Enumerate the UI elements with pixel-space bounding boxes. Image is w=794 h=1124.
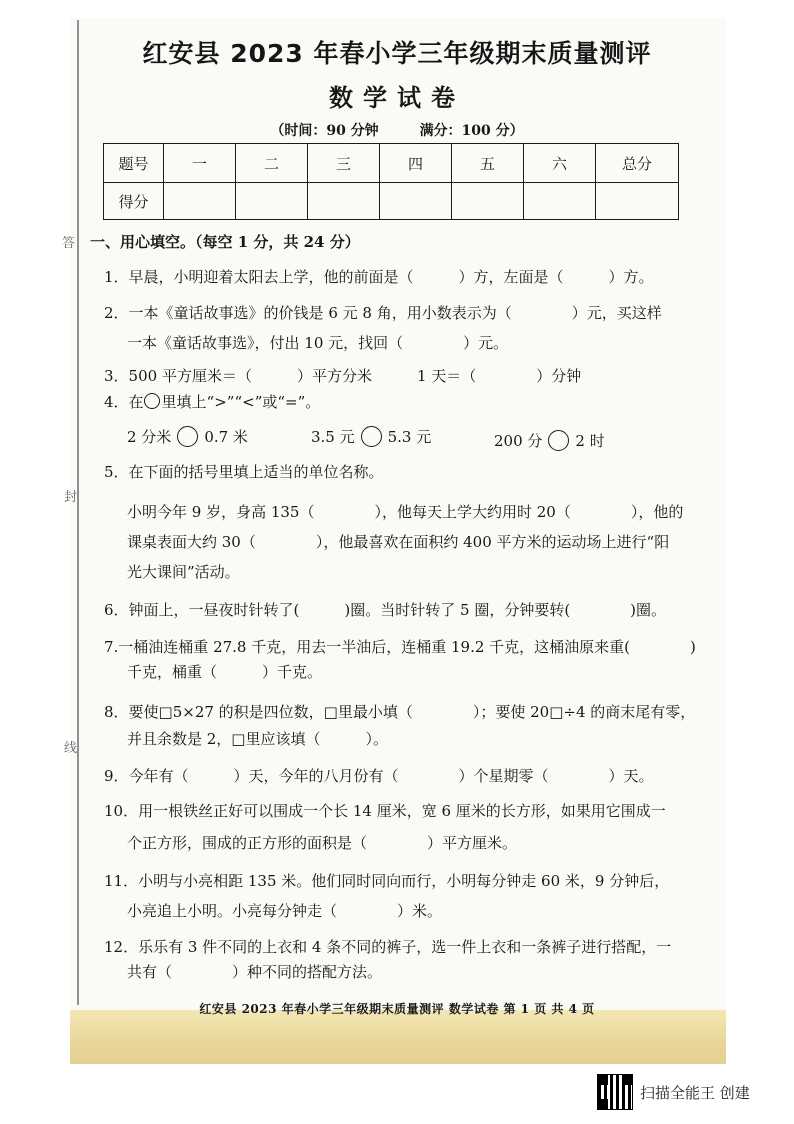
score-row-label: 得分 <box>104 183 164 220</box>
score-table-header-row <box>104 144 679 183</box>
score-header-cell: 六 <box>524 144 596 183</box>
question-12-line-2: 共有（ ）种不同的搭配方法。 <box>127 963 383 981</box>
score-cell[interactable] <box>452 183 524 220</box>
question-10-line-1: 10．用一根铁丝正好可以围成一个长 14 厘米，宽 6 厘米的长方形，如果用它围成一 <box>104 802 666 820</box>
exam-time: （时间：90 分钟 <box>270 123 379 139</box>
score-table <box>103 143 679 220</box>
score-cell[interactable] <box>308 183 380 220</box>
compare-circle-1[interactable] <box>177 426 198 447</box>
question-5-line-2: 课桌表面大约 30（ ），他最喜欢在面积约 400 平方米的运动场上进行“阳 <box>127 533 670 551</box>
section-1-title: 一、用心填空。（每空 1 分，共 24 分） <box>90 233 360 251</box>
page-footer: 红安县 2023 年春小学三年级期末质量测评 数学试卷 第 1 页 共 4 页 <box>199 1002 595 1016</box>
margin-char-answer: 答 <box>62 236 76 251</box>
scanner-watermark: 扫描全能王 创建 <box>640 1084 750 1102</box>
scan-edge-band <box>70 1010 726 1064</box>
score-cell[interactable] <box>236 183 308 220</box>
score-table-score-row <box>104 183 679 220</box>
question-5-line-3: 光大课间”活动。 <box>127 563 240 581</box>
question-6: 6．钟面上，一昼夜时针转了( )圈。当时针转了 5 圈，分钟要转( )圈。 <box>104 601 667 619</box>
score-cell[interactable] <box>524 183 596 220</box>
score-cell[interactable] <box>164 183 236 220</box>
question-10-line-2: 个正方形，围成的正方形的面积是（ ）平方厘米。 <box>127 834 518 852</box>
compare-circle-2[interactable] <box>361 426 382 447</box>
binding-line <box>77 20 79 1005</box>
exam-info <box>0 120 794 140</box>
question-4-text: 里填上“>”“<”或“=”。 <box>161 393 321 411</box>
question-11-line-1: 11．小明与小亮相距 135 米。他们同时同向而行，小明每分钟走 60 米，9 分钟后， <box>104 872 670 890</box>
score-header-cell: 四 <box>380 144 452 183</box>
score-header-cell: 总分 <box>596 144 679 183</box>
question-7-line-1: 7.一桶油连桶重 27.8 千克，用去一半油后，连桶重 19.2 千克，这桶油原来重( ) <box>104 638 696 656</box>
question-4-item-3 <box>494 430 605 451</box>
question-11-line-2: 小亮追上小明。小亮每分钟走（ ）米。 <box>127 902 443 920</box>
qr-code-icon <box>597 1074 633 1110</box>
question-5: 5．在下面的括号里填上适当的单位名称。 <box>104 463 384 481</box>
exam-full-score: 满分：100 分） <box>419 123 524 139</box>
question-7-line-2: 千克，桶重（ ）千克。 <box>127 663 323 681</box>
score-header-cell: 五 <box>452 144 524 183</box>
margin-char-line: 线 <box>64 741 78 756</box>
exam-title: 红安县 2023 年春小学三年级期末质量测评 <box>142 39 652 68</box>
question-3: 3．500 平方厘米＝（ ）平方分米 1 天＝（ ）分钟 <box>104 367 582 385</box>
score-header-cell: 三 <box>308 144 380 183</box>
question-9: 9．今年有（ ）天，今年的八月份有（ ）个星期零（ ）天。 <box>104 767 654 785</box>
compare-right: 2 时 <box>575 432 605 450</box>
question-8-line-1: 8．要使□5×27 的积是四位数，□里最小填（ ）；要使 20□÷4 的商末尾有零， <box>104 703 696 721</box>
question-2-line-1: 2．一本《童话故事选》的价钱是 6 元 8 角，用小数表示为（ ）元，买这样 <box>104 304 662 322</box>
question-4-item-2 <box>311 426 431 447</box>
compare-right: 0.7 米 <box>204 428 248 446</box>
compare-left: 3.5 元 <box>311 428 355 446</box>
compare-left: 200 分 <box>494 432 543 450</box>
question-4 <box>104 392 320 412</box>
score-header-cell: 一 <box>164 144 236 183</box>
score-cell[interactable] <box>596 183 679 220</box>
question-1: 1．早晨，小明迎着太阳去上学，他的前面是（ ）方，左面是（ ）方。 <box>104 268 654 286</box>
question-4-item-1 <box>127 426 248 447</box>
question-8-line-2: 并且余数是 2，□里应该填（ ）。 <box>127 730 388 748</box>
question-12-line-1: 12．乐乐有 3 件不同的上衣和 4 条不同的裤子，选一件上衣和一条裤子进行搭配，一 <box>104 938 672 956</box>
score-cell[interactable] <box>380 183 452 220</box>
exam-subtitle: 数学试卷 <box>329 84 465 112</box>
compare-left: 2 分米 <box>127 428 172 446</box>
question-2-line-2: 一本《童话故事选》，付出 10 元，找回（ ）元。 <box>127 334 509 352</box>
question-4-prefix: 4．在 <box>104 393 144 411</box>
margin-char-seal: 封 <box>64 490 78 505</box>
score-header-cell: 题号 <box>104 144 164 183</box>
compare-right: 5.3 元 <box>387 428 432 446</box>
score-header-cell: 二 <box>236 144 308 183</box>
question-5-line-1: 小明今年 9 岁，身高 135（ ），他每天上学大约用时 20（ ），他的 <box>127 503 684 521</box>
circle-icon <box>144 393 160 409</box>
compare-circle-3[interactable] <box>548 430 569 451</box>
